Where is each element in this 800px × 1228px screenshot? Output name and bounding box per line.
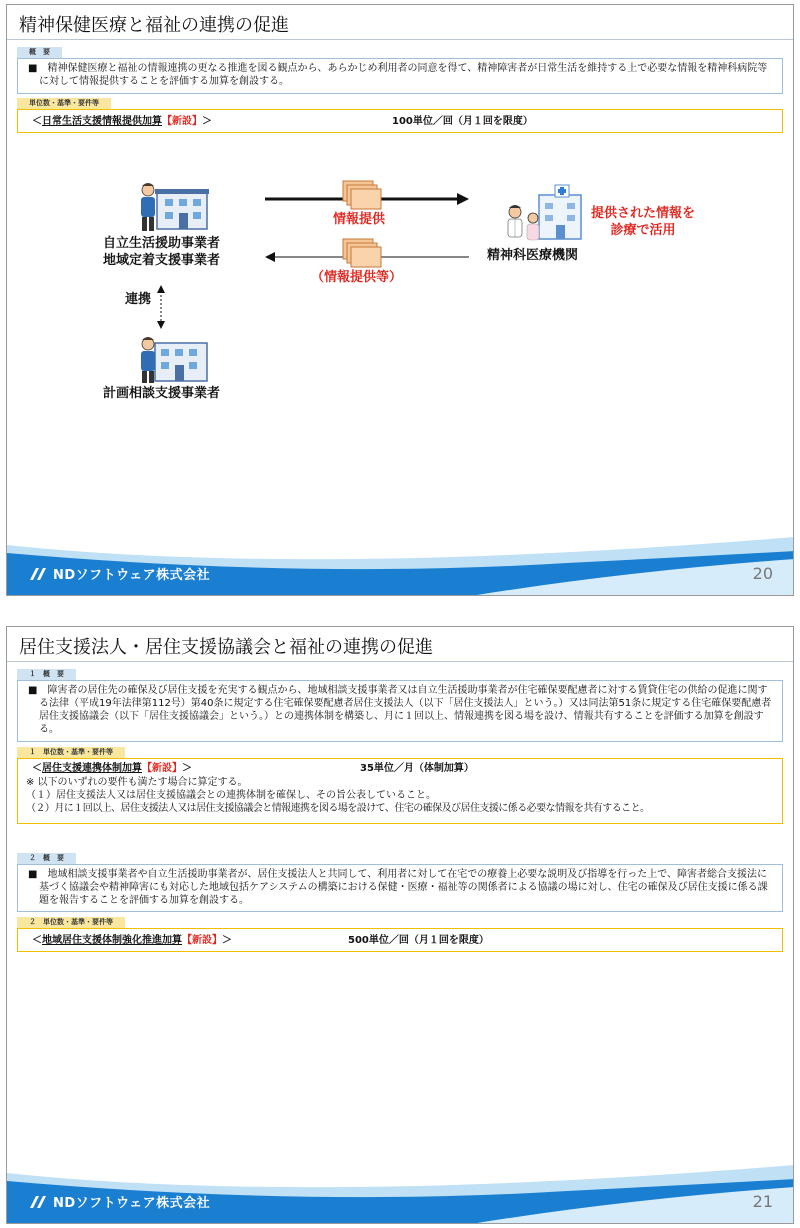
- addition-name: 地域居住支援体制強化推進加算: [42, 935, 182, 946]
- staff-person-icon: [141, 337, 155, 383]
- usage-label: 提供された情報を 診療で活用: [591, 206, 696, 238]
- addition-item: ＜地域居住支援体制強化推進加算【新設】＞ 500単位／回（月１回を限度）: [32, 935, 489, 946]
- unit2-box: [17, 928, 783, 952]
- documents-icon: [343, 239, 381, 267]
- link-label: 連携: [125, 292, 152, 307]
- unit1-tab: １ 単位数・基準・要件等: [17, 747, 125, 758]
- new-tag: 【新設】: [162, 116, 202, 127]
- info-provide-label: 情報提供: [333, 212, 386, 227]
- requirement-1: （１）居住支援法人又は居住支援協議会との連携体制を確保し、その旨公表していること。: [26, 790, 436, 801]
- addition-name: 居住支援連携体制加算: [42, 763, 142, 774]
- overview2-box: [17, 864, 783, 912]
- planning-label: 計画相談支援事業者: [103, 386, 221, 401]
- doctor-icon: [508, 205, 522, 237]
- unit-tab: 単位数・基準・要件等: [17, 98, 111, 109]
- company-logo: NDソフトウェア株式会社: [29, 564, 210, 583]
- overview1-tab: １ 概 要: [17, 669, 76, 680]
- unit1-box: [17, 758, 783, 824]
- slide-21: [6, 626, 794, 1224]
- slide-title: 居住支援法人・居住支援協議会と福祉の連携の促進: [19, 637, 433, 658]
- addition-item: ＜居住支援連携体制加算【新設】＞ 35単位／月（体制加算）: [32, 763, 474, 774]
- page-number: 20: [752, 564, 773, 583]
- overview2-text: ■ 地域相談支援事業者や自立生活援助事業者が、居住支援法人と共同して、利用者に対して在宅での療養上必要な説明及び指導を行った上で、障害者総合支援法に基づく協議会や精神障害にも対応した地域包括ケアシステムの構築における保健・医療・福祉等の関係者による協議の場に対し、住宅の確保及び居住支援に係る課題を報告することを評価する加算を創設する。: [28, 869, 768, 906]
- provider-building-icon: [155, 189, 209, 229]
- addition-unit: 500単位／回（月１回を限度）: [348, 935, 489, 946]
- nurse-icon: [527, 213, 539, 240]
- provide-arrowhead: [457, 193, 469, 205]
- addition-unit: 100単位／回（月１回を限度）: [392, 116, 533, 127]
- company-logo-icon: [29, 567, 47, 581]
- provider-label: 自立生活援助事業者 地域定着支援事業者: [103, 236, 221, 268]
- planning-building-icon: [155, 343, 207, 381]
- requirement-note: ※ 以下のいずれの要件も満たす場合に算定する。: [26, 777, 248, 788]
- unit2-tab: ２ 単位数・基準・要件等: [17, 917, 125, 928]
- slide-20: [6, 4, 794, 596]
- company-logo: NDソフトウェア株式会社: [29, 1192, 210, 1211]
- overview1-box: [17, 680, 783, 742]
- overview1-text: ■ 障害者の居住先の確保及び居住支援を充実する観点から、地域相談支援事業者又は自立生活援助事業者が住宅確保要配慮者に対する賃貸住宅の供給の促進に関する法律（平成19年法律第112号）第40条に規定する住宅確保要配慮者居住支援法人（以下「居住支援法人」という。）又は同法第51条に規定する住宅確保要配慮者居住支援協議会（以下「居住支援協議会」という。）との連携体制を構築し、月に１回以上、情報連携を図る場を設け、情報共有することを評価する加算を創設する。: [28, 685, 772, 735]
- return-arrowhead: [265, 252, 275, 262]
- title-divider: [7, 661, 793, 662]
- new-tag: 【新設】: [182, 935, 222, 946]
- overview2-tab: ２ 概 要: [17, 853, 76, 864]
- addition-name: 日常生活支援情報提供加算: [42, 116, 162, 127]
- addition-item: ＜日常生活支援情報提供加算【新設】＞ 100単位／回（月１回を限度）: [32, 116, 533, 127]
- new-tag: 【新設】: [142, 763, 182, 774]
- overview-text: ■ 精神保健医療と福祉の情報連携の更なる推進を図る観点から、あらかじめ利用者の同意を得て、精神障害者が日常生活を維持する上で必要な情報を精神科病院等に対して情報提供することを評価する加算を創設する。: [28, 63, 768, 87]
- hospital-building-icon: [539, 185, 581, 239]
- page-number: 21: [752, 1192, 773, 1211]
- staff-person-icon: [141, 183, 155, 231]
- overview-tab: 概 要: [17, 47, 62, 58]
- slide-title: 精神保健医療と福祉の連携の促進: [19, 15, 289, 36]
- info-provide-return-label: （情報提供等）: [311, 270, 403, 285]
- addition-unit: 35単位／月（体制加算）: [360, 763, 474, 774]
- hospital-label: 精神科医療機関: [487, 248, 579, 263]
- requirement-2: （２）月に１回以上、居住支援法人又は居住支援協議会と情報連携を図る場を設けて、住宅の確保及び居住支援に係る必要な情報を共有すること。: [26, 803, 650, 814]
- documents-icon: [343, 181, 381, 209]
- company-logo-icon: [29, 1195, 47, 1209]
